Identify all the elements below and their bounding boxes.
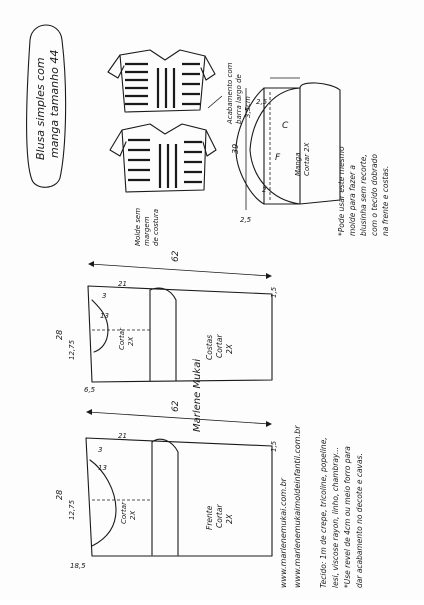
sleeve-front-letter: F <box>275 153 281 163</box>
title-block <box>27 25 66 187</box>
fabric-notes <box>319 437 364 588</box>
front-shoulder-height: 3 <box>98 446 103 454</box>
svg-text:Cortar: Cortar <box>215 504 224 528</box>
svg-text:de costura: de costura <box>152 208 160 246</box>
alt-note-3: blusinha sem recorte, <box>359 154 368 236</box>
back-hem-left: 6,5 <box>84 386 96 394</box>
back-hem-drop: 1,5 <box>270 286 278 298</box>
svg-text:2X: 2X <box>225 514 234 524</box>
seam-allowance-note <box>134 208 160 246</box>
back-shoulder-label: 21 <box>118 280 127 288</box>
title-line-2: manga tamanho 44 <box>48 49 61 158</box>
back-shoulder-height: 3 <box>102 292 107 300</box>
back-width-label: 28 <box>55 329 64 340</box>
svg-text:Frente: Frente <box>205 505 214 530</box>
svg-text:2X: 2X <box>225 344 234 354</box>
front-hem-drop: 1,5 <box>270 440 278 452</box>
front-length-label: 62 <box>171 400 181 412</box>
sleeve-back-letter: C <box>282 121 289 131</box>
front-hem-left: 18,5 <box>70 562 86 570</box>
alt-note-4: com o tecido dobrado <box>370 153 379 236</box>
svg-text:2X: 2X <box>127 336 135 346</box>
front-center-piece-label <box>205 504 234 530</box>
front-bodice-pattern <box>55 400 278 570</box>
front-neck-drop: 13 <box>98 464 107 472</box>
back-length-label: 62 <box>171 250 181 262</box>
blouse-illustration <box>108 50 222 192</box>
sleeve-hem-label: 2,5 <box>240 216 252 224</box>
fabric-note-3: *Use revel de 4cm ou meio forro para <box>343 446 352 588</box>
sleeve-length-label: 39 <box>231 143 240 154</box>
alt-note-1: *Pode usar este mesmo <box>337 146 346 236</box>
sleeve-cap-label: 2,5 <box>256 98 268 106</box>
back-center-piece-label <box>205 334 234 360</box>
front-side-piece-label <box>120 501 137 524</box>
back-neck-drop: 13 <box>100 312 109 320</box>
fabric-note-4: dar acabamento no decote e cavas. <box>355 453 364 588</box>
fabric-note-2: lesi, viscose rayon, linho, chambray... <box>331 447 340 588</box>
sleeve-note-line-3: 3,5cm <box>244 96 252 118</box>
sleeve-back-mark: 2 <box>262 186 267 194</box>
fabric-note-1: Tecido: 1m de crepe, tricoline, popeline, <box>319 437 328 588</box>
back-neck-depth: 12,75 <box>68 339 76 360</box>
sleeve-note-line-2: barra largo de <box>235 74 243 124</box>
svg-text:Cortar: Cortar <box>120 502 128 524</box>
back-neckline <box>92 300 108 352</box>
svg-text:Molde sem: Molde sem <box>134 207 142 246</box>
front-width-label: 28 <box>55 489 64 500</box>
title-line-1: Blusa simples com <box>34 57 47 160</box>
svg-text:Cortar 2X: Cortar 2X <box>303 142 311 176</box>
front-neck-depth: 12,75 <box>68 499 76 520</box>
designer-signature <box>192 359 203 432</box>
svg-text:Cortar: Cortar <box>118 328 126 350</box>
back-bodice-pattern <box>55 250 278 394</box>
alternative-note <box>337 146 390 236</box>
sleeve-finish-note <box>226 62 252 125</box>
website-1: www.marlenemukai.com.br <box>279 478 288 588</box>
sleeve-note-line-1: Acabamento com <box>226 62 234 124</box>
svg-text:Cortar: Cortar <box>215 334 224 358</box>
svg-text:2X: 2X <box>129 510 137 520</box>
website-block <box>279 425 302 588</box>
signature-text: Marlene Mukai <box>192 358 203 432</box>
front-shoulder-label: 21 <box>118 432 127 440</box>
svg-text:Costas: Costas <box>205 334 214 360</box>
alt-note-5: na frente e costas. <box>381 165 390 236</box>
website-2: www.marlenemukaimoldeinfantil.com.br <box>293 425 302 588</box>
svg-text:margem: margem <box>143 216 151 246</box>
front-neckline <box>90 460 116 546</box>
svg-text:Manga: Manga <box>294 152 302 176</box>
alt-note-2: molde para fazer a <box>348 164 357 236</box>
